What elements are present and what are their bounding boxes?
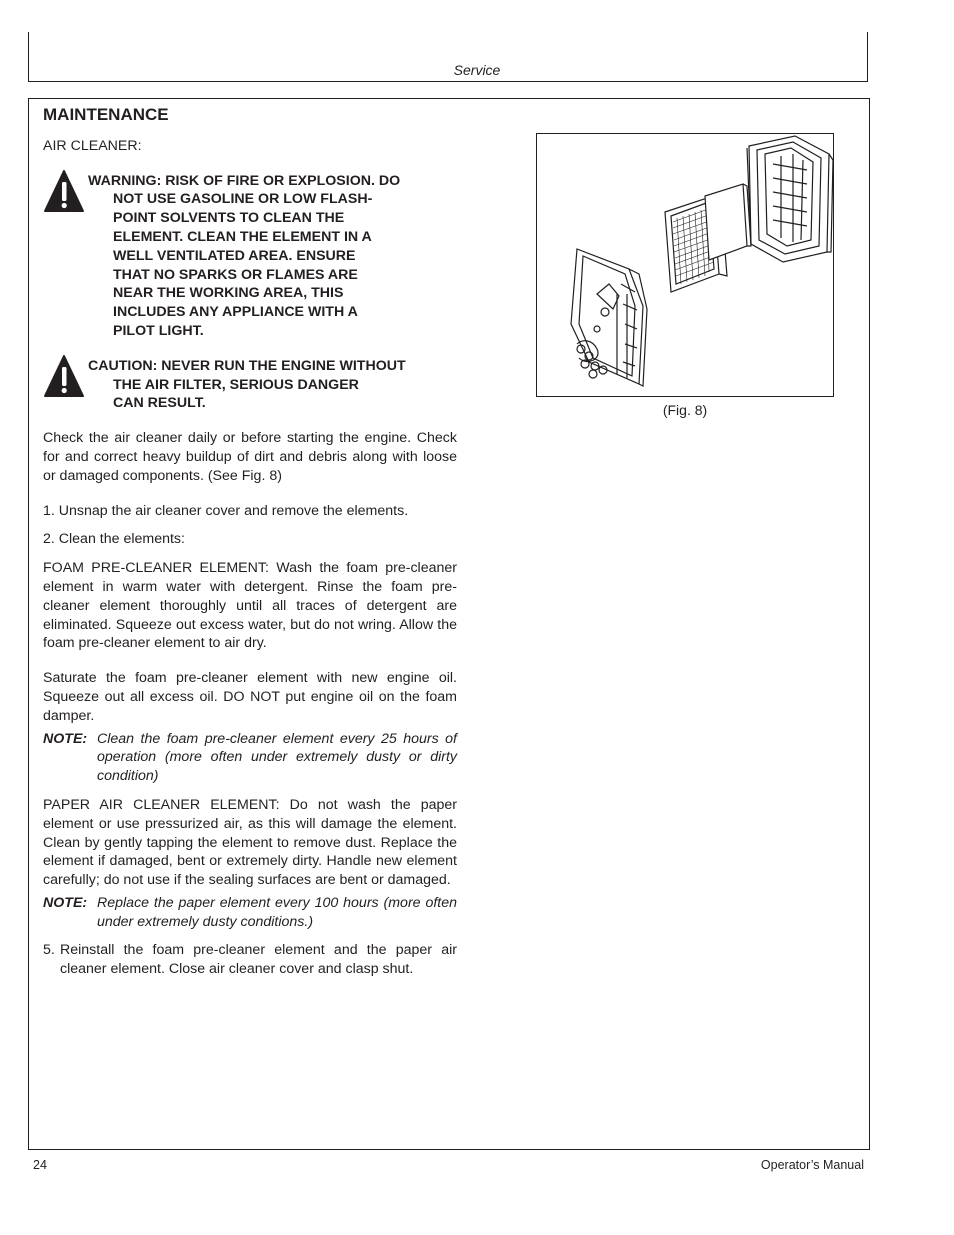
air-cleaner-base [571,249,647,386]
warning-line: NEAR THE WORKING AREA, THIS [113,285,344,302]
warning-line: THAT NO SPARKS OR FLAMES ARE [113,266,358,283]
figure-frame [536,133,834,397]
warning-line: ELEMENT. CLEAN THE ELEMENT IN A [113,228,372,245]
paper-paragraph: PAPER AIR CLEANER ELEMENT: Do not wash the paper element or use pressurized air, as this will damage the element. Clean by gently tapping the element to remove dust. Replace the element if damaged, bent or extremely dirty. Handle new element carefully; do not use if the sealing surfaces are bent or damaged. [43,796,457,889]
caution-icon [43,354,85,398]
text-column [43,104,457,979]
warning-line: INCLUDES ANY APPLIANCE WITH A [113,304,358,321]
warning-block [43,172,457,341]
caution-line: THE AIR FILTER, SERIOUS DANGER [113,376,359,393]
note-text: Replace the paper element every 100 hours (more often under extremely dusty conditions.) [97,894,457,930]
air-cleaner-cover [747,136,833,262]
warning-line: PILOT LIGHT. [113,322,204,339]
note-label: NOTE: [43,894,88,911]
step-1: 1. Unsnap the air cleaner cover and remove the elements. [43,502,409,519]
note-2 [43,894,457,932]
caution-line: CAUTION: NEVER RUN THE ENGINE WITHOUT [88,357,406,374]
warning-icon [43,169,85,213]
intro-paragraph: Check the air cleaner daily or before starting the engine. Check for and correct heavy buildup of dirt and debris along with loose or damaged components. (See Fig. 8) [43,430,457,484]
footer-title: Operator’s Manual [760,1158,864,1172]
note-1 [43,730,457,786]
air-cleaner-illustration [537,134,833,396]
figure-caption: (Fig. 8) [662,402,708,418]
warning-line: WELL VENTILATED AREA. ENSURE [113,247,356,264]
foam-paragraph: FOAM PRE-CLEANER ELEMENT: Wash the foam pre-cleaner element in warm water with detergent. Rinse the foam pre-cleaner element thoroughly until all traces of detergent are eliminated. Squeeze out excess water, but do not wring. Allow the foam pre-cleaner element to air dry. [43,560,457,652]
step-text: Reinstall the foam pre-cleaner element and the paper air cleaner element. Close air cleaner cover and clasp shut. [60,942,457,978]
warning-line: WARNING: RISK OF FIRE OR EXPLOSION. DO [88,172,401,189]
foam-element [705,184,751,260]
page-number: 24 [33,1158,47,1172]
caution-block [43,357,457,413]
warning-line: POINT SOLVENTS TO CLEAN THE [113,210,345,227]
warning-line: NOT USE GASOLINE OR LOW FLASH- [113,191,373,208]
page-heading: MAINTENANCE [43,105,169,124]
step-2: 2. Clean the elements: [43,531,185,548]
subheading: AIR CLEANER: [43,137,142,154]
saturate-paragraph: Saturate the foam pre-cleaner element with new engine oil. Squeeze out all excess oil. DO NOT put engine oil on the foam damper. [43,670,457,724]
step-5 [43,941,457,979]
note-label: NOTE: [43,730,88,747]
caution-line: CAN RESULT. [113,395,206,412]
note-text: Clean the foam pre-cleaner element every 25 hours of operation (more often under extremely dusty or dirty condition) [97,730,457,785]
section-title: Service [453,62,501,78]
step-number: 5. [43,942,55,959]
